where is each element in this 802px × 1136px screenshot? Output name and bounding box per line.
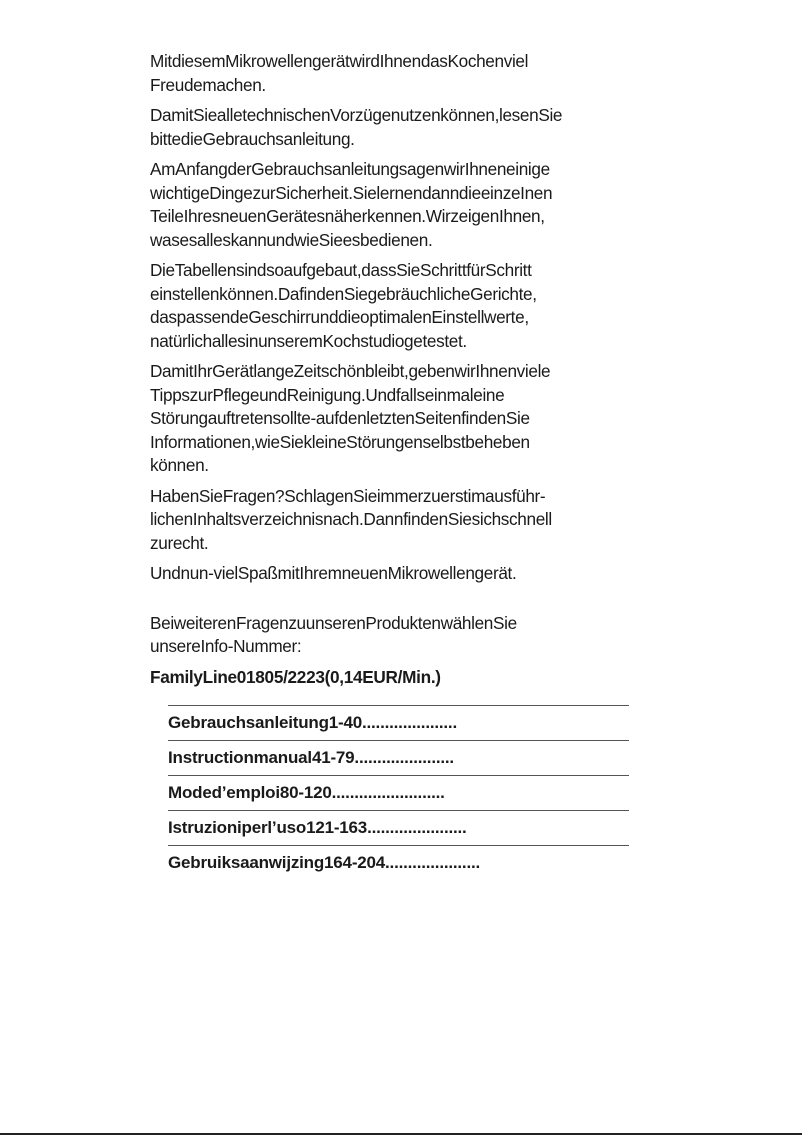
toc-entry-french[interactable]: Moded’emploi80-120......................... <box>168 776 629 811</box>
toc-entry-italian[interactable]: Istruzioniperl’uso121-163...................... <box>168 811 629 846</box>
intro-paragraph-5: DamitIhrGerätlangeZeitschönbleibt,gebenwirIhnenviele TippszurPflegeundReinigung.Undfallseinmaleine Störungauftretensollte-aufdenletztenSeitenfindenSie Informationen,wieSiekleineStörungenselbstbeheben können. <box>150 361 551 475</box>
intro-paragraph-7: Undnun-vielSpaßmitIhremneuenMikrowellengerät. <box>150 563 517 583</box>
intro-paragraph-2: DamitSiealletechnischenVorzügenutzenkönnen,lesenSie bittedieGebrauchsanleitung. <box>150 105 563 149</box>
intro-paragraph-4: DieTabellensindsoaufgebaut,dassSieSchrittfürSchritt einstellenkönnen.DafindenSiegebräuchlicheGerichte, daspassendeGeschirrunddieoptimalenEinstellwerte, natürlichallesinunseremKochstudiogetestet. <box>150 260 537 351</box>
toc-entry-english[interactable]: Instructionmanual41-79...................... <box>168 741 629 776</box>
hotline-number: FamilyLine01805/2223(0,14EUR/Min.) <box>150 666 441 687</box>
intro-paragraph-3: AmAnfangderGebrauchsanleitungsagenwirIhneneinige wichtigeDingezurSicherheit.SielernendanndieeinzeInen TeileIhresneuenGerätesnäherkennen.WirzeigenIhnen, wasesalleskannundwieSieesbedienen. <box>150 159 553 250</box>
table-of-contents <box>168 705 629 880</box>
toc-entry-dutch[interactable]: Gebruiksaanwijzing164-204..................... <box>168 853 481 872</box>
contact-text: BeiweiterenFragenzuunserenProduktenwählenSie unsereInfo-Nummer: <box>150 612 517 656</box>
section-spacer <box>150 593 630 612</box>
toc-entry-german[interactable]: Gebrauchsanleitung1-40..................... <box>168 706 629 741</box>
intro-paragraph-6: HabenSieFragen?SchlagenSieimmerzuerstimausführ- lichenInhaltsverzeichnisnach.DannfindenSiesichschnell zurecht. <box>150 485 552 553</box>
intro-paragraph-1: MitdiesemMikrowellengerätwirdIhnendasKochenviel Freudemachen. <box>150 51 529 95</box>
page-bottom-rule <box>0 1133 802 1135</box>
main-text-block <box>150 50 630 689</box>
